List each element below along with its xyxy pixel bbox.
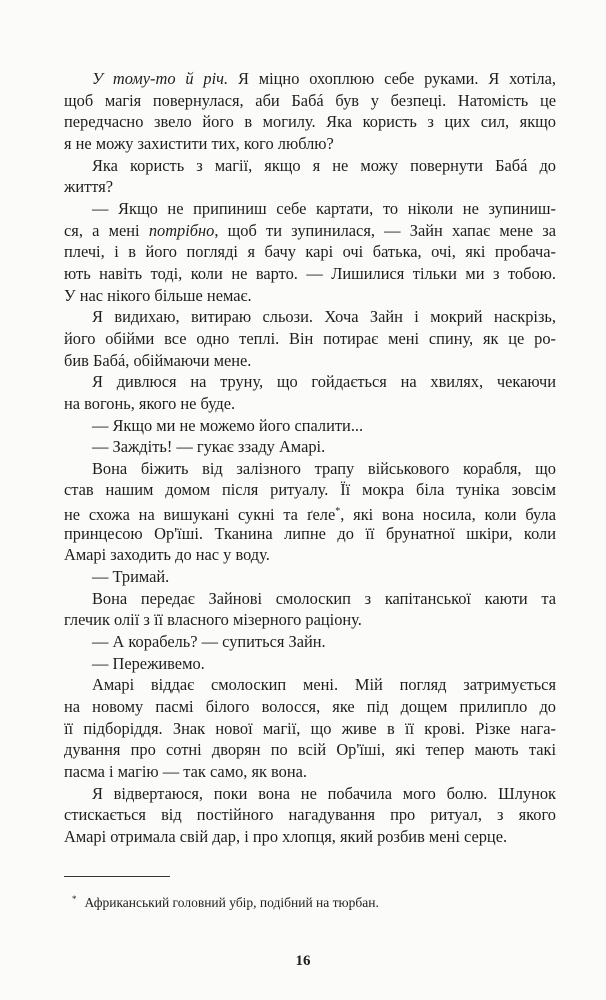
paragraph	[64, 653, 556, 675]
text-segment: її підборіддя. Знак нової магії, що живе в її крові. Різке нага-	[64, 718, 556, 738]
text-line	[64, 220, 556, 242]
paragraph	[64, 415, 556, 437]
text-segment: стискається від постійного нагадування про ритуал, з якого	[64, 805, 556, 825]
text-segment: не схожа на вишукані сукні та ґеле	[64, 505, 336, 525]
text-segment: — Якщо не припиниш себе картати, то ніколи не зупиниш-	[92, 198, 556, 218]
footnote-reference: *	[335, 506, 341, 518]
text-line	[64, 696, 556, 718]
text-line	[64, 198, 556, 220]
text-segment: я не можу захистити тих, кого люблю?	[64, 133, 334, 153]
paragraph	[64, 68, 556, 155]
text-line	[64, 176, 556, 198]
text-line	[64, 133, 556, 155]
text-line	[64, 68, 556, 90]
italic-text: потрібно	[148, 220, 215, 240]
text-segment: , щоб ти зупинилася, — Зайн хапає мене за	[214, 220, 557, 240]
text-line	[64, 501, 556, 523]
text-segment: його обійми все одно теплі. Він потирає мені спину, як це ро-	[64, 328, 556, 348]
text-line	[64, 241, 556, 263]
text-segment: — Переживемо.	[92, 653, 205, 673]
text-segment: Я міцно охоплюю себе руками. Я хотіла,	[228, 69, 556, 88]
text-segment: принцесою Ор'їші. Тканина липне до її брунатної шкіри, коли	[64, 523, 556, 543]
text-line	[64, 826, 556, 848]
text-segment: ють навіть тоді, коли не варто. — Лишилися тільки ми з тобою.	[64, 263, 556, 283]
text-line	[64, 263, 556, 285]
text-segment: Яка користь з магії, якщо я не можу повернути Бабá до	[92, 155, 556, 175]
footnote-text: Африканський головний убір, подібний на тюрбан.	[84, 895, 379, 910]
footnote-divider	[64, 876, 170, 877]
text-segment: життя?	[64, 177, 114, 197]
paragraph	[64, 155, 556, 198]
text-segment: Амарі віддає смолоскип мені. Мій погляд затримується	[92, 675, 556, 695]
paragraph	[64, 631, 556, 653]
text-line	[64, 458, 556, 480]
text-segment: У нас нікого більше немає.	[64, 285, 252, 305]
text-line	[64, 111, 556, 133]
body-text	[64, 68, 556, 848]
text-line	[64, 609, 556, 631]
text-segment: Вона передає Зайнові смолоскип з капітанської каюти та	[92, 588, 556, 608]
text-line	[64, 631, 556, 653]
text-segment: на новому пасмі білого волосся, яке під дощем прилипло до	[64, 697, 556, 717]
text-segment: Амарі заходить до нас у воду.	[64, 545, 270, 565]
paragraph	[64, 588, 556, 631]
text-line	[64, 566, 556, 588]
paragraph	[64, 436, 556, 458]
page-number: 16	[295, 953, 311, 969]
text-segment: — Якщо ми не можемо його спалити...	[92, 415, 364, 435]
footnote	[72, 894, 379, 911]
paragraph	[64, 198, 556, 306]
text-line	[64, 804, 556, 826]
text-line	[64, 155, 556, 177]
text-segment: Я видихаю, витираю сльози. Хоча Зайн і мокрий наскрізь,	[92, 307, 556, 327]
text-segment: пасма і магію — так само, як вона.	[64, 762, 308, 781]
text-line	[64, 783, 556, 805]
text-line	[64, 588, 556, 610]
text-line	[64, 371, 556, 393]
text-line	[64, 739, 556, 761]
text-segment: глечик олії з її власного мізерного раціону.	[64, 610, 362, 630]
text-segment: Амарі отримала свій дар, і про хлопця, який розбив мені серце.	[64, 826, 508, 846]
text-segment: став нашим домом після ритуалу. Її мокра біла туніка зовсім	[64, 480, 556, 500]
text-segment: Я дивлюся на труну, що гойдається на хвилях, чекаючи	[92, 372, 556, 392]
paragraph	[64, 566, 556, 588]
text-line	[64, 718, 556, 740]
text-line	[64, 285, 556, 307]
text-line	[64, 90, 556, 112]
text-segment: на вогонь, якого не буде.	[64, 393, 236, 413]
text-line	[64, 479, 556, 501]
text-line	[64, 653, 556, 675]
text-line	[64, 523, 556, 545]
text-segment: — Заждіть! — гукає ззаду Амарі.	[92, 437, 326, 457]
text-line	[64, 306, 556, 328]
paragraph	[64, 674, 556, 782]
text-line	[64, 436, 556, 458]
text-segment: — А корабель? — супиться Зайн.	[92, 632, 326, 652]
text-segment: дування про сотні дворян по всій Ор'їші, які тепер мають такі	[64, 740, 556, 760]
text-line	[64, 415, 556, 437]
paragraph	[64, 371, 556, 414]
paragraph	[64, 306, 556, 371]
paragraph	[64, 783, 556, 848]
text-line	[64, 328, 556, 350]
text-segment: Вона біжить від залізного трапу військового корабля, що	[92, 458, 556, 478]
text-segment: Я відвертаюся, поки вона не побачила мого болю. Шлунок	[92, 783, 556, 803]
italic-text: У тому-то й річ.	[92, 69, 229, 88]
text-segment: — Тримай.	[92, 567, 170, 587]
footnote-mark: *	[72, 894, 77, 904]
paragraph	[64, 458, 556, 566]
text-line	[64, 350, 556, 372]
text-segment: передчасно звело його в могилу. Яка користь з цих сил, якщо	[64, 112, 556, 132]
text-segment: бив Бабá, обіймаючи мене.	[64, 350, 252, 370]
text-line	[64, 544, 556, 566]
text-segment: щоб магія повернулася, аби Бабá був у безпеці. Натомість це	[64, 90, 556, 110]
text-segment: плечі, і в його погляді я бачу карі очі батька, очі, які пробача-	[64, 242, 556, 262]
text-segment: , які вона носила, коли була	[340, 505, 556, 525]
text-line	[64, 393, 556, 415]
text-line	[64, 674, 556, 696]
text-segment: ся, а мені	[64, 220, 149, 240]
text-line	[64, 761, 556, 783]
